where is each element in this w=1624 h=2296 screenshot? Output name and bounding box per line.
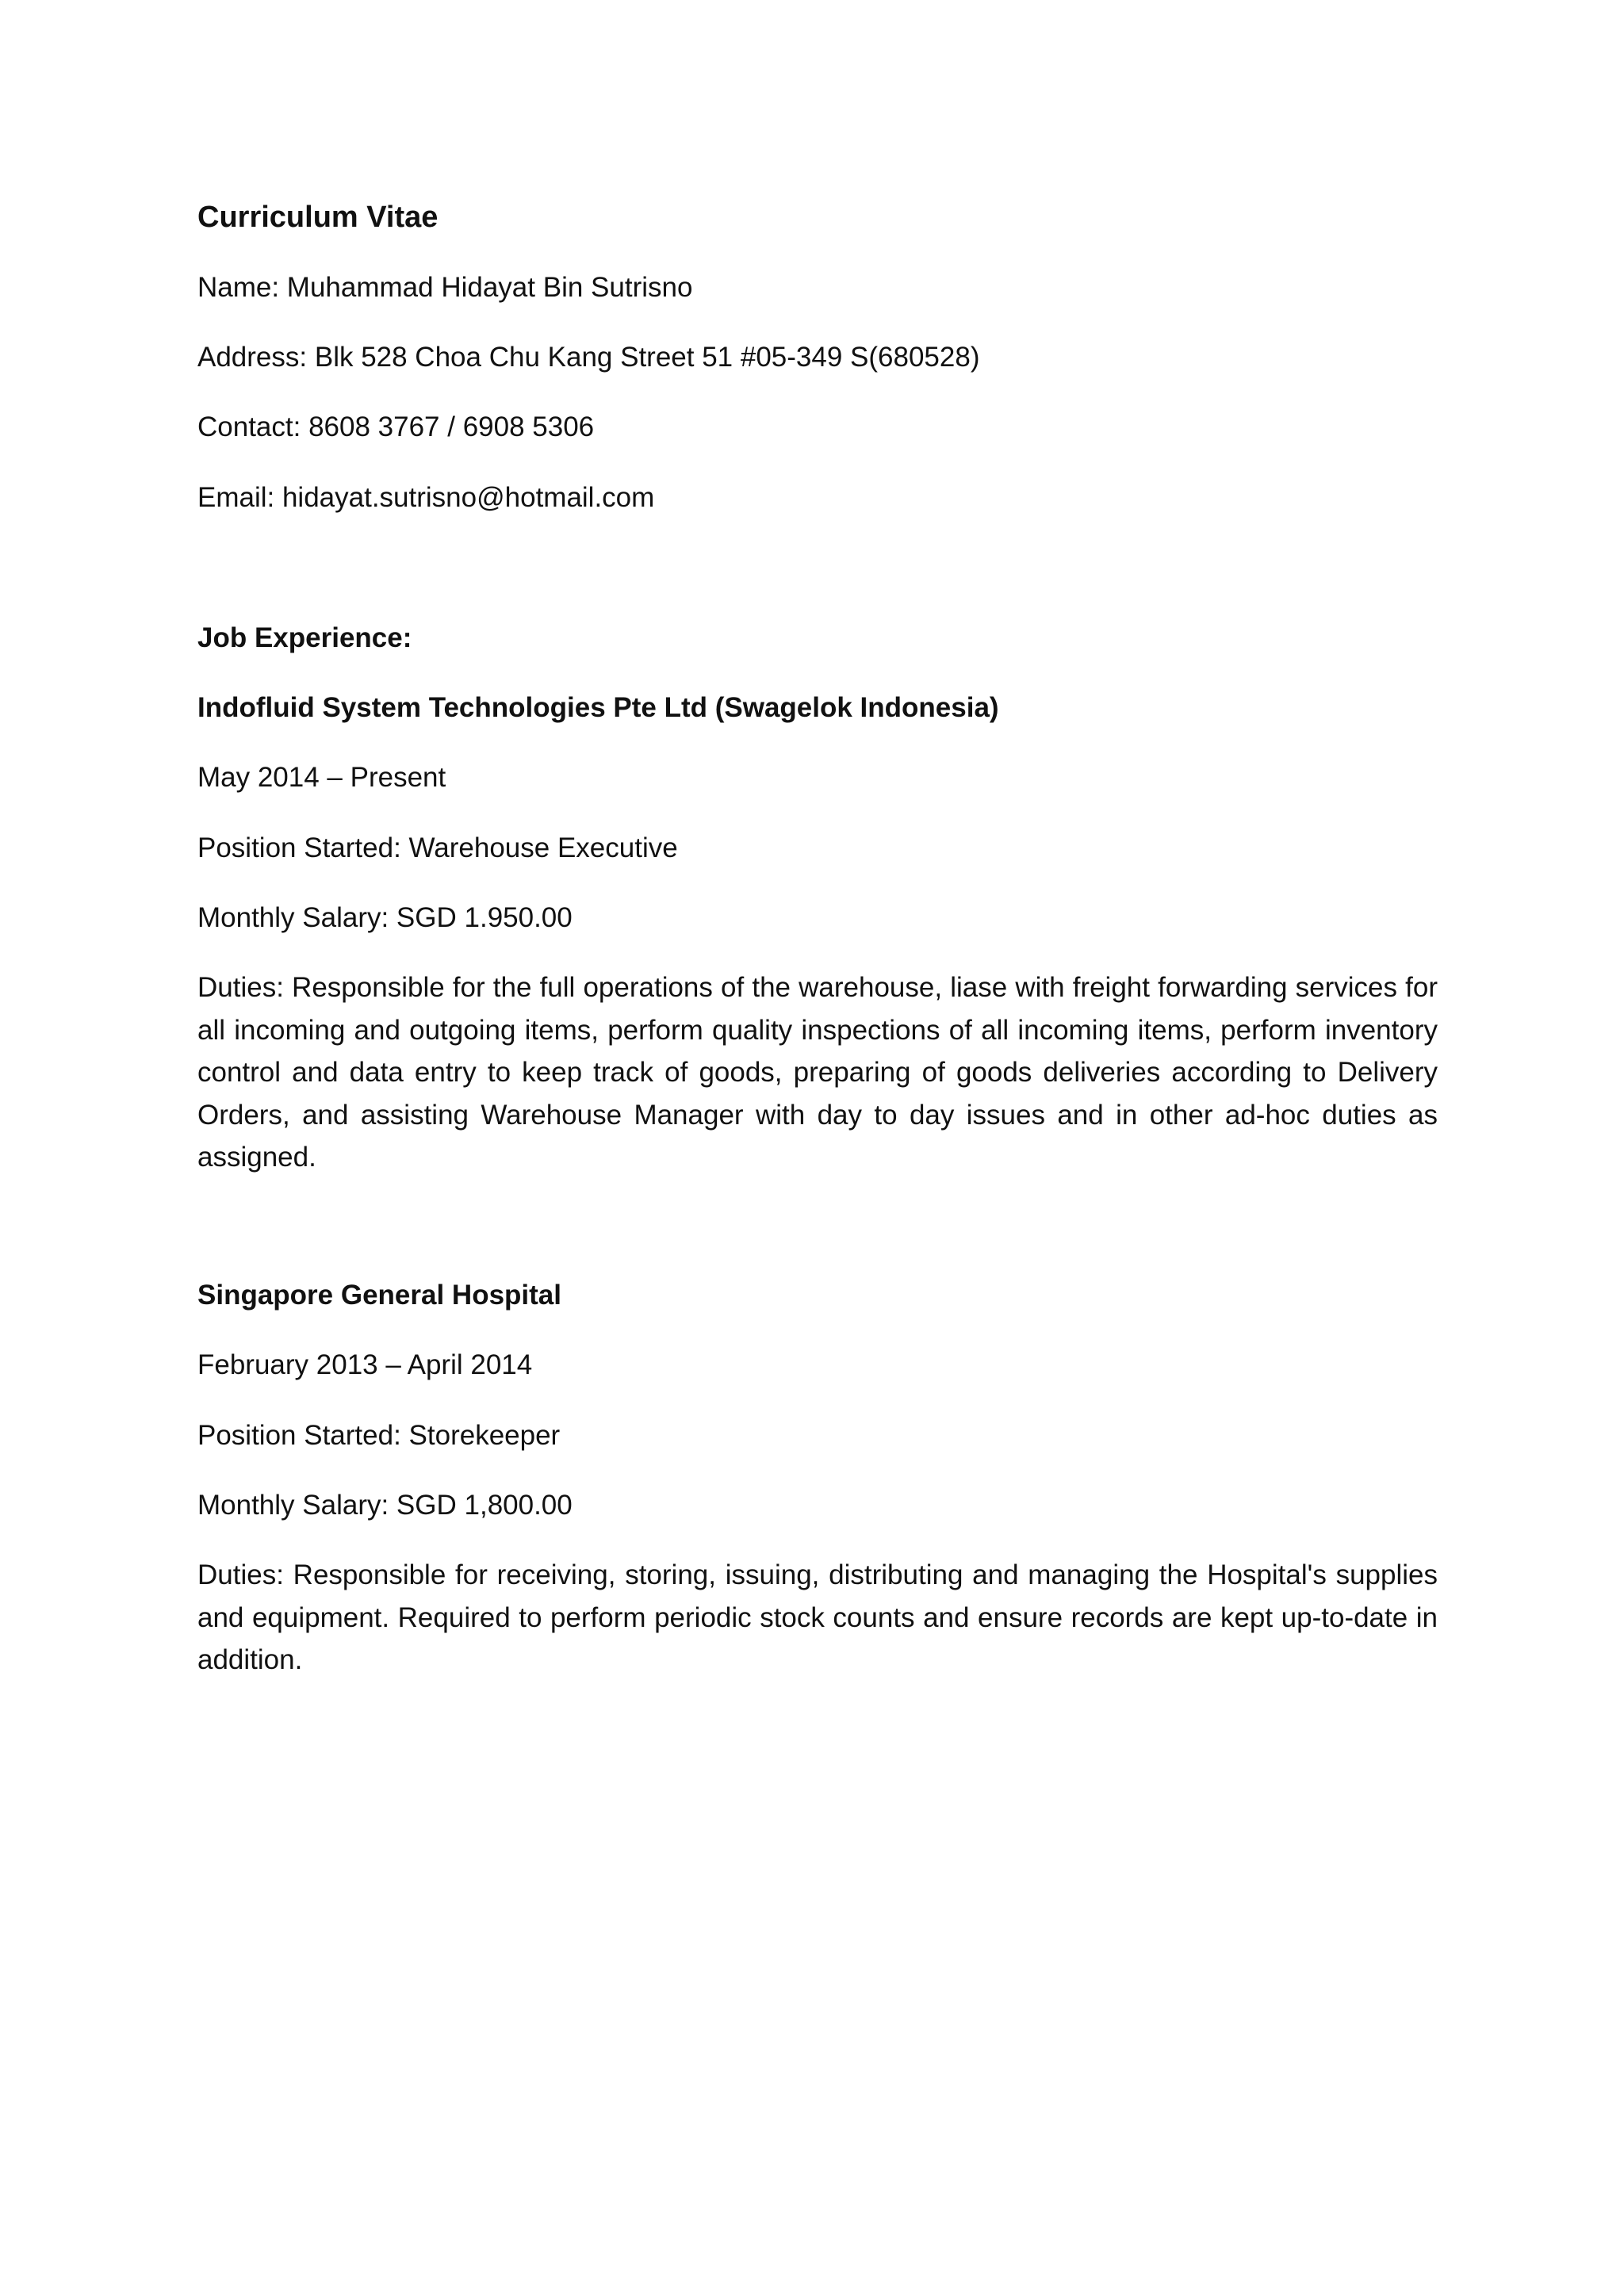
job-company: Indofluid System Technologies Pte Ltd (Swagelok Indonesia) [197, 692, 999, 723]
job-duties: Duties: Responsible for the full operations of the warehouse, liase with freight forwarding services for all incoming and outgoing items, perform quality inspections of all incoming items, perform inventory control and data entry to keep track of goods, preparing of goods deliveries according to Delivery Orders, and assisting Warehouse Manager with day to day issues and in other ad-hoc duties as assigned. [197, 972, 1438, 1173]
job-experience-heading: Job Experience: [197, 622, 412, 653]
job-position: Position Started: Warehouse Executive [197, 832, 678, 863]
contact-line: Contact: 8608 3767 / 6908 5306 [197, 411, 595, 442]
job-salary: Monthly Salary: SGD 1,800.00 [197, 1490, 573, 1521]
job-salary: Monthly Salary: SGD 1.950.00 [197, 902, 573, 933]
job-period: February 2013 – April 2014 [197, 1349, 533, 1380]
job-duties: Duties: Responsible for receiving, storing, issuing, distributing and managing the Hospital's supplies and equipment. Required to perform periodic stock counts and ensure records are kept up-to-date in addition. [197, 1559, 1438, 1675]
job-company: Singapore General Hospital [197, 1280, 561, 1311]
job-position: Position Started: Storekeeper [197, 1420, 561, 1451]
name-line: Name: Muhammad Hidayat Bin Sutrisno [197, 272, 693, 303]
job-period: May 2014 – Present [197, 762, 446, 793]
address-line: Address: Blk 528 Choa Chu Kang Street 51 #05-349 S(680528) [197, 342, 980, 373]
cv-title: Curriculum Vitae [197, 201, 439, 234]
email-line: Email: hidayat.sutrisno@hotmail.com [197, 482, 655, 513]
